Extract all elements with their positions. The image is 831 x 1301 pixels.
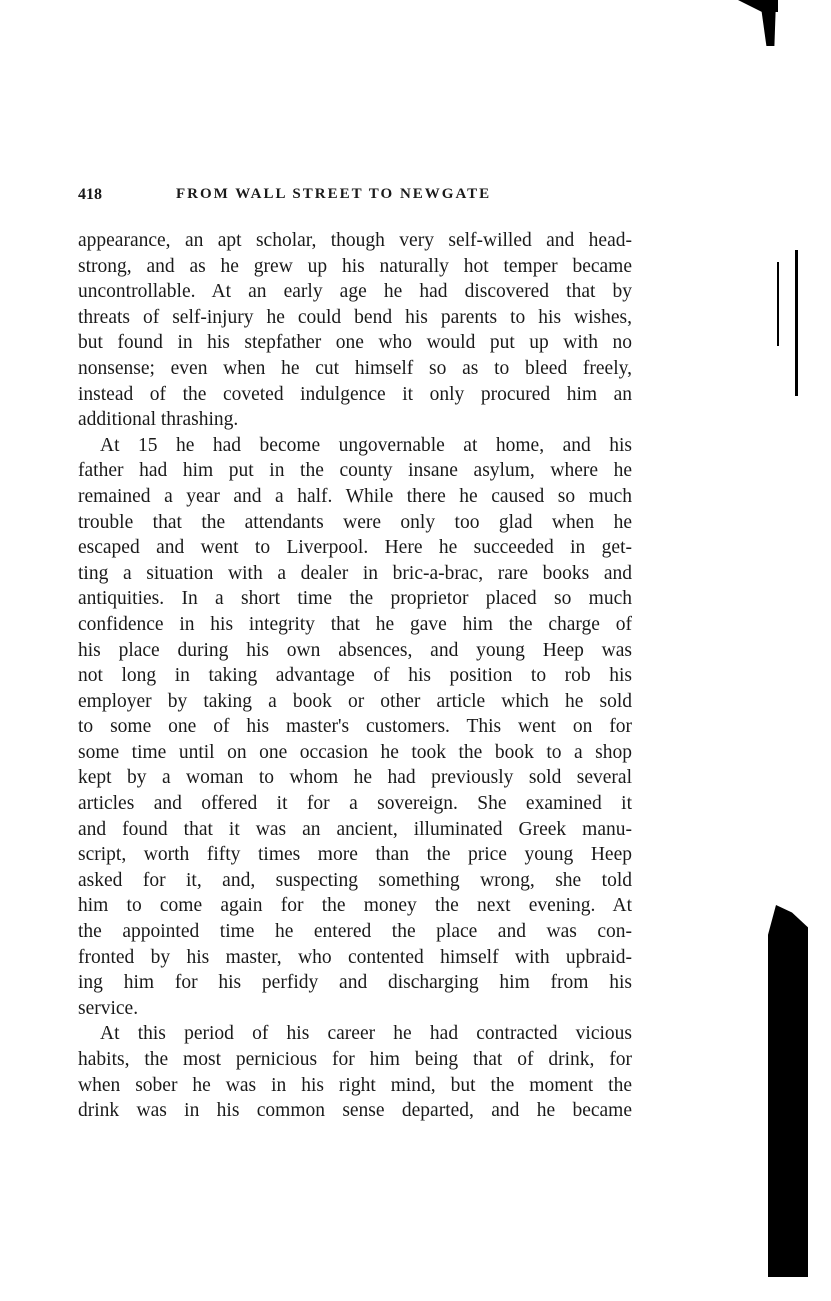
text-line: him to come again for the money the next evening. At	[78, 895, 632, 917]
text-line: when sober he was in his right mind, but the moment the	[78, 1074, 632, 1096]
scan-edge-bar-bottom	[768, 905, 808, 1277]
text-line: not long in taking advantage of his position to rob his	[78, 665, 632, 687]
text-line: but found in his stepfather one who would put up with no	[78, 332, 632, 354]
text-line: employer by taking a book or other article which he sold	[78, 690, 632, 712]
text-line: and found that it was an ancient, illuminated Greek manu-	[78, 818, 632, 840]
running-title: FROM WALL STREET TO NEWGATE	[176, 186, 492, 202]
text-line: drink was in his common sense departed, and he became	[78, 1100, 632, 1122]
text-line: confidence in his integrity that he gave him the charge of	[78, 613, 632, 635]
text-line: to some one of his master's customers. This went on for	[78, 716, 632, 738]
text-line: some time until on one occasion he took the book to a shop	[78, 741, 632, 763]
text-line: uncontrollable. At an early age he had discovered that by	[78, 281, 632, 303]
text-line: habits, the most pernicious for him being that of drink, for	[78, 1049, 632, 1070]
text-line: father had him put in the county insane asylum, where he	[78, 460, 632, 482]
scan-edge-line-2	[795, 250, 798, 396]
text-line: articles and offered it for a sovereign. She examined it	[78, 793, 632, 815]
text-line: service.	[78, 997, 139, 1019]
text-line: At this period of his career he had contracted vicious	[100, 1023, 632, 1045]
text-line: antiquities. In a short time the proprietor placed so much	[78, 588, 632, 610]
text-line: trouble that the attendants were only too glad when he	[78, 511, 632, 533]
text-line: appearance, an apt scholar, though very self-willed and head-	[78, 230, 632, 251]
text-line: kept by a woman to whom he had previously sold several	[78, 767, 632, 789]
page-number: 418	[78, 186, 102, 203]
text-line: remained a year and a half. While there he caused so much	[78, 485, 632, 507]
page-body	[78, 228, 632, 1124]
scan-edge-mark-top-stem	[760, 0, 776, 46]
text-line: instead of the coveted indulgence it only procured him an	[78, 383, 632, 405]
text-line: ing him for his perfidy and discharging him from his	[78, 972, 632, 994]
text-line: additional thrashing.	[78, 409, 239, 431]
text-line: his place during his own absences, and young Heep was	[78, 639, 632, 661]
text-line: script, worth fifty times more than the price young Heep	[78, 844, 632, 866]
scan-edge-line-1	[777, 262, 779, 346]
text-line: threats of self-injury he could bend his parents to his wishes,	[78, 306, 632, 328]
text-line: strong, and as he grew up his naturally hot temper became	[78, 255, 632, 277]
text-line: asked for it, and, suspecting something wrong, she told	[78, 869, 632, 891]
text-line: ting a situation with a dealer in bric-a-brac, rare books and	[78, 562, 632, 584]
running-header	[78, 186, 632, 210]
text-line: At 15 he had become ungovernable at home, and his	[100, 434, 632, 456]
text-line: fronted by his master, who contented himself with upbraid-	[78, 946, 632, 968]
text-line: the appointed time he entered the place and was con-	[78, 921, 632, 943]
text-line: escaped and went to Liverpool. Here he succeeded in get-	[78, 537, 632, 559]
text-line: nonsense; even when he cut himself so as to bleed freely,	[78, 357, 632, 379]
